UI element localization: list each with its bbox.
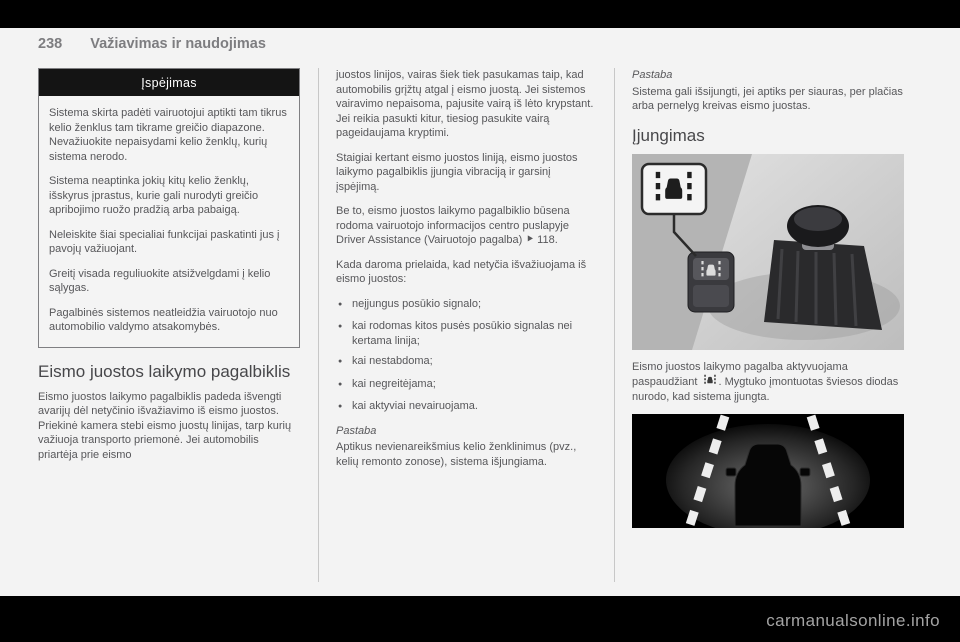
bullet-icon	[336, 319, 352, 348]
list-item-text: kai aktyviai nevairuojama.	[352, 400, 478, 412]
warning-paragraph: Sistema neaptinka jokių kitų kelio ženklų, išskyrus įprastus, kurie gali nurodyti greičio apribojimo ruožo pradžią arba pabaigą.	[49, 175, 259, 216]
lane-assist-button-cluster	[688, 252, 734, 312]
body-paragraph: Staigiai kertant eismo juostos liniją, eismo juostos laikymo pagalbiklis įjungia vibraciją ir garsinį įspėjimą.	[336, 151, 578, 193]
lane-assist-icon	[703, 374, 717, 386]
page-header	[38, 36, 266, 52]
note-text: Aptikus nevienareikšmius kelio ženklinimus (pvz., kelių remonto zonose), sistema išjungiama.	[336, 441, 577, 468]
bullet-icon	[336, 377, 352, 394]
note-text: Sistema gali išsijungti, jei aptiks per siauras, per plačias arba pernelyg kreivas eismo juostas.	[632, 85, 903, 112]
chapter-title: Važiavimas ir naudojimas	[90, 36, 266, 52]
bullet-icon	[336, 354, 352, 371]
list-item-text: neįjungus posūkio signalo;	[352, 297, 482, 310]
list-item-text: kai nestabdoma;	[352, 355, 433, 367]
column-middle	[336, 68, 596, 479]
watermark: carmanualsonline.info	[766, 611, 940, 630]
activation-heading: Įjungimas	[632, 125, 705, 145]
list-item	[336, 399, 596, 416]
page-number: 238	[38, 36, 63, 52]
section-intro: Eismo juostos laikymo pagalbiklis padeda išvengti avarijų dėl netyčinio išvažiavimo iš eismo juostos. Priekinė kamera stebi eismo juostų linijas, tarp kurių važiuoja transporto priemonė. Jei automobilis priartėja prie eismo	[38, 390, 292, 461]
list-item	[336, 354, 596, 371]
warning-body	[39, 96, 299, 347]
list-item-text: kai negreitėjama;	[352, 377, 436, 390]
warning-paragraph: Pagalbinės sistemos neatleidžia vairuotojo nuo automobilio valdymo atsakomybės.	[49, 306, 278, 333]
warning-box	[38, 68, 300, 348]
caption-text: . Mygtuko įmontuotas šviesos diodas nurodo, kad sistema įjungta.	[632, 376, 899, 403]
list-item	[336, 377, 596, 394]
letterbox-top	[0, 0, 960, 28]
list-item	[336, 319, 596, 348]
body-paragraph: Be to, eismo juostos laikymo pagalbiklio būsena rodoma vairuotojo informacijos centro puslapyje Driver Assistance (Vairuotojo pagalba) ⯈ 118.	[336, 205, 570, 246]
note-title: Pastaba	[632, 69, 673, 81]
body-paragraph: juostos linijos, vairas šiek tiek pasukamas taip, kad automobilis grįžtų atgal į eismo juostą. Jei sistemos vairavimo nepaisoma, pajusite vairą iš lėto krypstant. Jei reikia pasukti kitur, tiesiog pasukite vairą pageidaujama kryptimi.	[336, 69, 594, 139]
note-title: Pastaba	[336, 424, 377, 437]
bullet-icon	[336, 399, 352, 416]
column-left	[38, 68, 300, 472]
letterbox-bottom	[0, 596, 960, 642]
caption-text: Eismo juostos laikymo pagalba aktyvuojama paspaudžiant	[632, 360, 848, 388]
activation-caption	[632, 360, 904, 405]
warning-paragraph: Sistema skirta padėti vairuotojui aptikti tam tikrus kelio ženklus tam tikrame greičio diapazone. Nevažiuokite nepaisydami kelio ženklų, kurių sistema nerodo.	[49, 107, 287, 163]
section-heading: Eismo juostos laikymo pagalbiklis	[38, 361, 291, 381]
column-right	[632, 68, 904, 538]
list-item	[336, 297, 596, 314]
console-photo	[632, 154, 904, 350]
list-item-text: kai rodomas kitos pusės posūkio signalas nei kertama linija;	[352, 320, 573, 347]
body-paragraph: Kada daroma prielaida, kad netyčia išvažiuojama iš eismo juostos:	[336, 258, 587, 285]
warning-title: Įspėjimas	[39, 69, 299, 96]
callout-box	[642, 164, 706, 214]
bullet-icon	[336, 297, 352, 314]
lane-assist-illustration	[632, 414, 904, 528]
page-background	[0, 28, 960, 596]
column-divider	[318, 68, 319, 582]
warning-paragraph: Greitį visada reguliuokite atsižvelgdami į kelio sąlygas.	[49, 267, 271, 294]
column-divider	[614, 68, 615, 582]
warning-paragraph: Neleiskite šiai specialiai funkcijai paskatinti jus į pavojų važiuojant.	[49, 228, 280, 255]
